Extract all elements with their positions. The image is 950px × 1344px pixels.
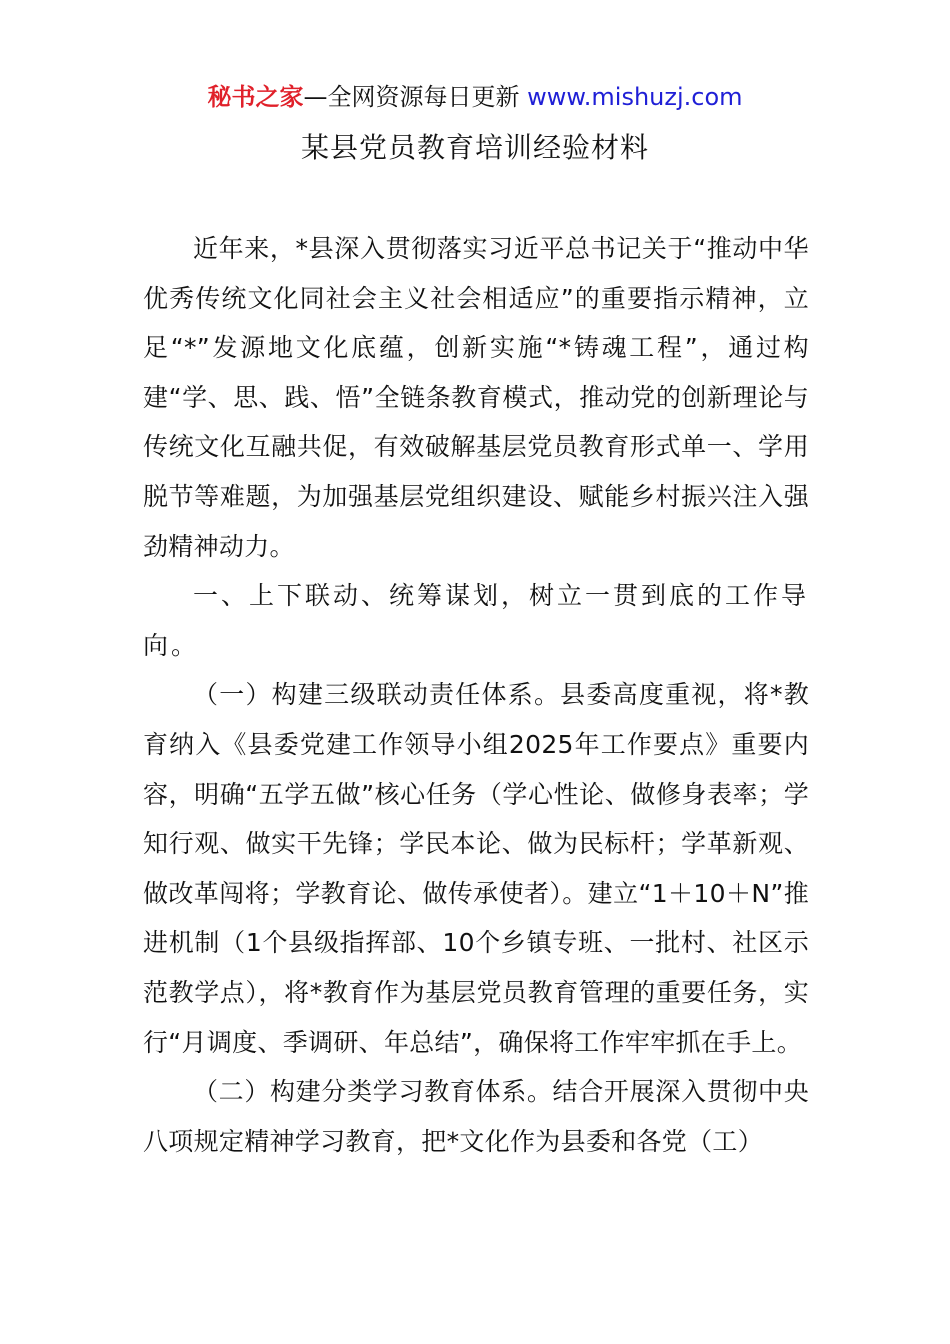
document-body — [143, 224, 809, 1166]
section-heading-1: 一、上下联动、统筹谋划，树立一贯到底的工作导向。 — [143, 581, 810, 660]
intro-paragraph: 近年来，*县深入贯彻落实习近平总书记关于“推动中华优秀传统文化同社会主义社会相适应”的重要指示精神，立足“*”发源地文化底蕴，创新实施“*铸魂工程”，通过构建“学、思、践、悟”全链条教育模式，推动党的创新理论与传统文化互融共促，有效破解基层党员教育形式单一、学用脱节等难题，为加强基层党组织建设、赋能乡村振兴注入强劲精神动力。 — [143, 234, 809, 561]
site-header — [0, 80, 950, 114]
brand-name: 秘书之家 — [207, 83, 304, 111]
header-tagline: —全网资源每日更新 — [303, 83, 528, 111]
subsection-paragraph-1: （一）构建三级联动责任体系。县委高度重视，将*教育纳入《县委党建工作领导小组2025年工作要点》重要内容，明确“五学五做”核心任务（学心性论、做修身表率；学知行观、做实干先锋；学民本论、做为民标杆；学革新观、做改革闯将；学教育论、做传承使者）。建立“1＋10＋N”推进机制（1个县级指挥部、10个乡镇专班、一批村、社区示范教学点），将*教育作为基层党员教育管理的重要任务，实行“月调度、季调研、年总结”，确保将工作牢牢抓在手上。 — [143, 680, 809, 1057]
document-title: 某县党员教育培训经验材料 — [300, 131, 649, 164]
subsection-paragraph-2: （二）构建分类学习教育体系。结合开展深入贯彻中央八项规定精神学习教育，把*文化作为县委和各党（工） — [143, 1077, 809, 1156]
site-url-link[interactable]: www.mishuzj.com — [527, 83, 743, 111]
